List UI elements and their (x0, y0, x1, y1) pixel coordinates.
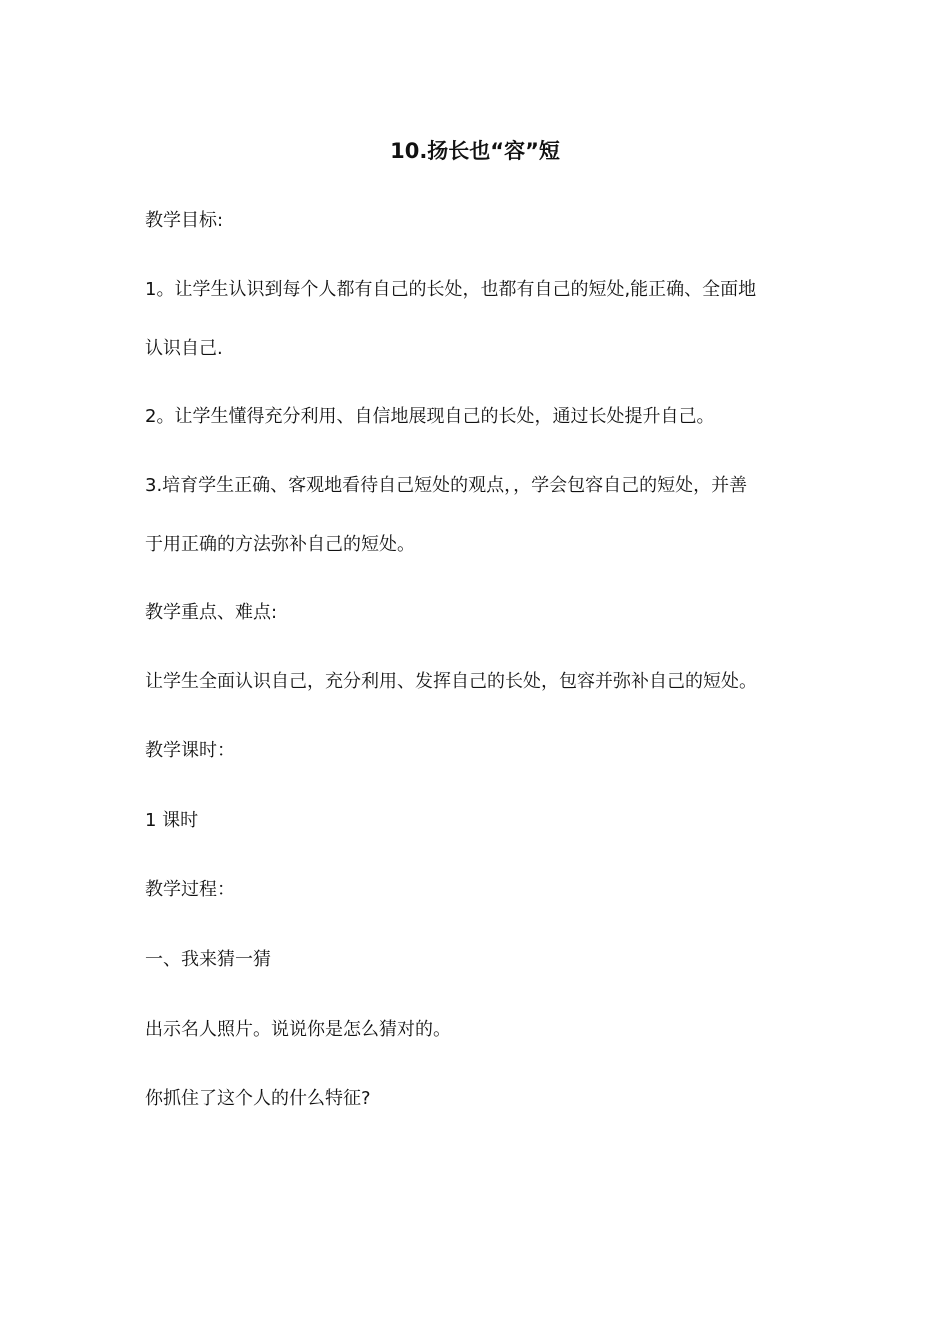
section-heading-objectives: 教学目标: (145, 210, 224, 231)
section-heading-process: 教学过程： (145, 879, 235, 900)
section-heading-class-hours: 教学课时： (145, 740, 235, 761)
objective-2: 2。让学生懂得充分利用、自信地展现自己的长处，通过长处提升自己。 (145, 406, 715, 427)
process-step-1-heading: 一、我来猜一猜 (145, 949, 271, 970)
objective-3-line-1: 3.培育学生正确、客观地看待自己短处的观点，，学会包容自己的短处，并善 (145, 475, 748, 496)
process-step-1-text: 出示名人照片。说说你是怎么猜对的。 (145, 1019, 451, 1040)
objective-3-line-2: 于用正确的方法弥补自己的短处。 (145, 534, 415, 555)
process-step-1-question: 你抓住了这个人的什么特征? (145, 1088, 371, 1109)
key-points-text: 让学生全面认识自己，充分利用、发挥自己的长处，包容并弥补自己的短处。 (145, 671, 757, 692)
page-title: 10.扬长也“容”短 (390, 139, 560, 163)
class-hours-text: 1 课时 (145, 810, 199, 831)
objective-1-line-1: 1。让学生认识到每个人都有自己的长处，也都有自己的短处,能正确、全面地 (145, 279, 757, 300)
section-heading-key-points: 教学重点、难点: (145, 602, 278, 623)
objective-1-line-2: 认识自己. (145, 338, 223, 359)
